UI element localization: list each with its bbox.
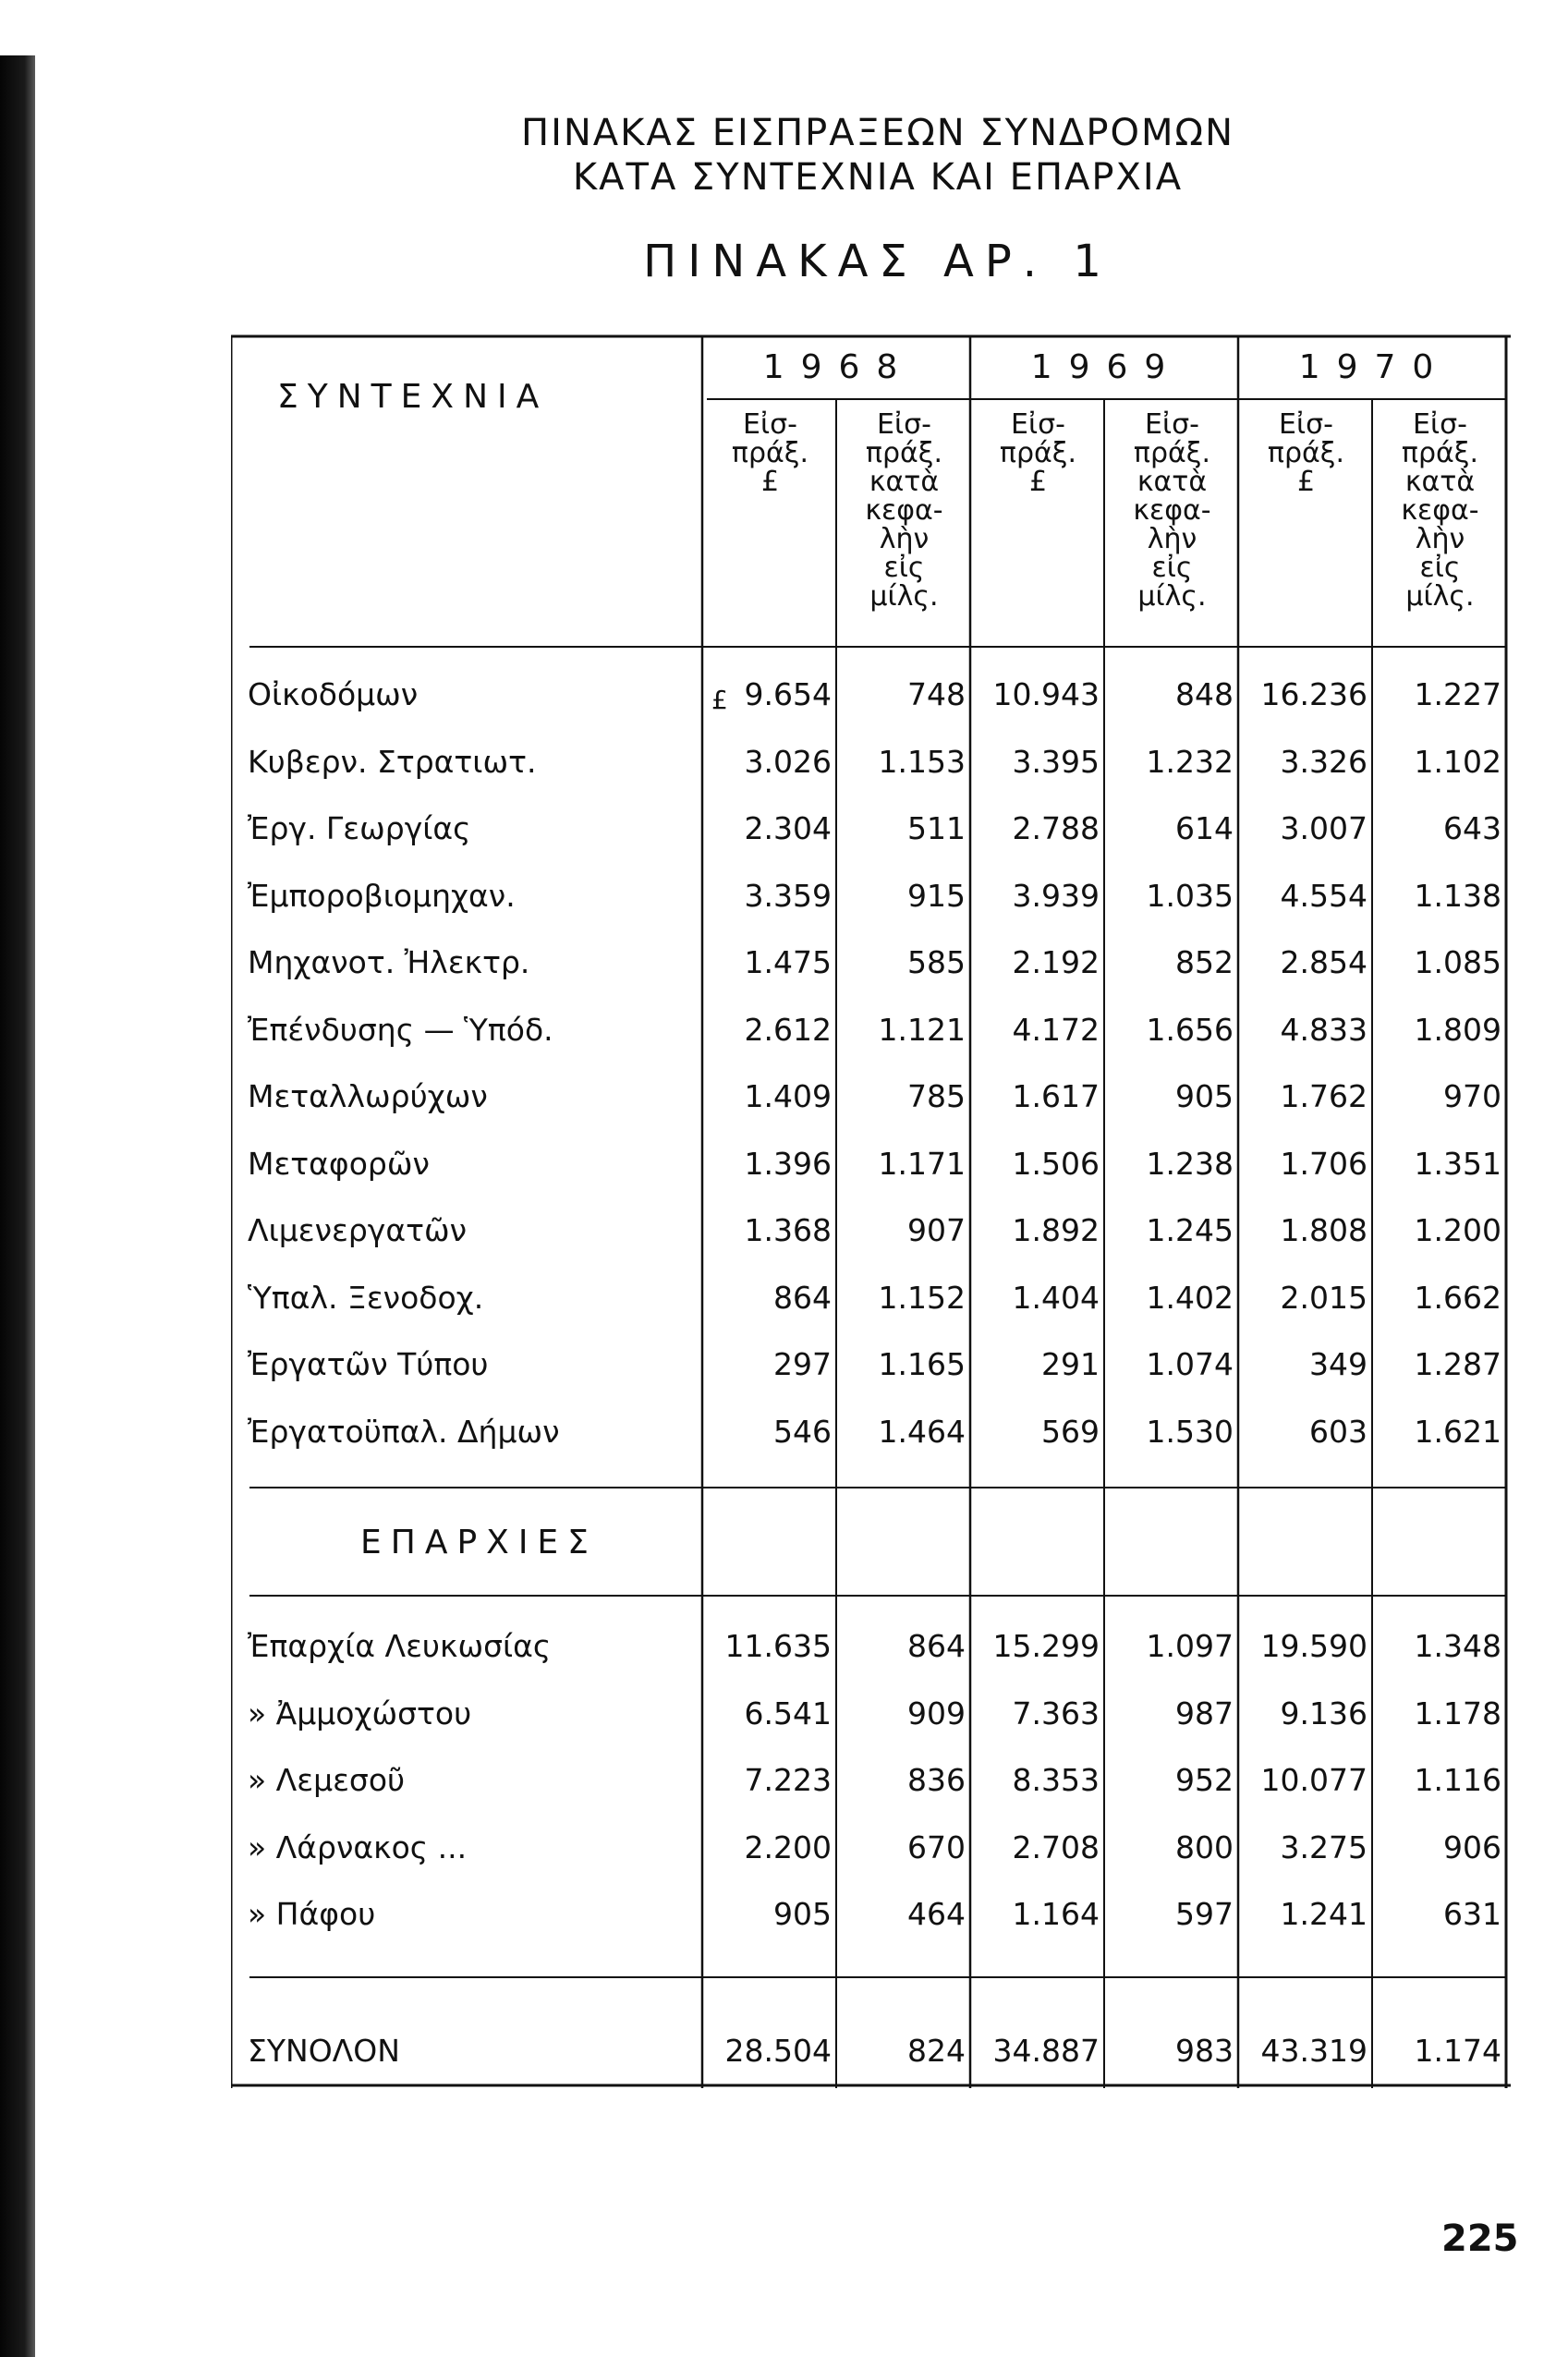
value-cell: 1.152 (878, 1279, 966, 1316)
value-cell: 569 (1041, 1413, 1100, 1450)
value-cell: 3.359 (744, 877, 832, 914)
value-cell: 614 (1175, 810, 1234, 846)
row-label: Λιμενεργατῶν (248, 1212, 468, 1248)
value-cell: 1.200 (1414, 1212, 1501, 1248)
row-label: Ἐργατῶν Τύπου (248, 1346, 489, 1382)
row-label: Κυβερν. Στρατιωτ. (248, 743, 537, 780)
value-cell: 2.708 (1012, 1828, 1100, 1865)
row-label: Μεταλλωρύχων (248, 1078, 488, 1114)
value-cell: 2.788 (1012, 810, 1100, 846)
title-line-2: ΚΑΤΑ ΣΥΝΤΕΧΝΙΑ ΚΑΙ ΕΠΑΡΧΙΑ (572, 156, 1184, 199)
value-cell: 800 (1175, 1828, 1234, 1865)
value-cell: 10.077 (1260, 1762, 1367, 1798)
value-cell: 1.121 (878, 1011, 966, 1048)
value-cell: 1.396 (744, 1145, 832, 1182)
value-cell: 19.590 (1260, 1628, 1367, 1664)
value-cell: 836 (907, 1762, 966, 1798)
value-cell: 2.854 (1280, 944, 1367, 980)
value-cell: 1.506 (1012, 1145, 1100, 1182)
value-cell: 511 (907, 810, 966, 846)
value-cell: 785 (907, 1078, 966, 1114)
value-cell: 1.116 (1414, 1762, 1501, 1798)
value-cell: 907 (907, 1212, 966, 1248)
districts-section-header: ΕΠΑΡΧΙΕΣ (360, 1524, 598, 1561)
value-cell: 7.363 (1012, 1695, 1100, 1731)
value-cell: 909 (907, 1695, 966, 1731)
per-capita-header-1970: Εἰσ- πράξ. κατὰ κεφα- λὴν εἰς μίλς. (1401, 408, 1479, 613)
value-cell: 3.026 (744, 743, 832, 780)
value-cell: 1.085 (1414, 944, 1501, 980)
value-cell: 3.395 (1012, 743, 1100, 780)
year-1969: 1969 (1030, 348, 1183, 386)
value-cell: 1.138 (1414, 877, 1501, 914)
value-cell: 1.238 (1146, 1145, 1234, 1182)
value-cell: 603 (1309, 1413, 1367, 1450)
value-cell: 3.939 (1012, 877, 1100, 914)
value-cell: 1.351 (1414, 1145, 1501, 1182)
value-cell: 546 (773, 1413, 832, 1450)
value-cell: 1.035 (1146, 877, 1234, 914)
value-cell: 1.227 (1414, 676, 1501, 712)
value-cell: 864 (907, 1628, 966, 1664)
row-label: Μεταφορῶν (248, 1145, 430, 1182)
value-cell: 1.808 (1280, 1212, 1367, 1248)
document-title (351, 111, 1404, 200)
value-cell: 864 (773, 1279, 832, 1316)
row-label: Μηχανοτ. Ἠλεκτρ. (248, 944, 530, 980)
value-cell: 597 (1175, 1896, 1234, 1932)
value-cell: 987 (1175, 1695, 1234, 1731)
value-cell: 1.464 (878, 1413, 966, 1450)
per-capita-header-1968: Εἰσ- πράξ. κατὰ κεφα- λὴν εἰς μίλς. (865, 408, 943, 613)
value-cell: 631 (1443, 1896, 1501, 1932)
value-cell: 1.621 (1414, 1413, 1501, 1450)
value-cell: 3.326 (1280, 743, 1367, 780)
receipts-header-1969: Εἰσ- πράξ. £ (999, 408, 1077, 498)
value-cell: 297 (773, 1346, 832, 1382)
value-cell: 1.656 (1146, 1011, 1234, 1048)
value-cell: 1.404 (1012, 1279, 1100, 1316)
value-cell: 1.097 (1146, 1628, 1234, 1664)
value-cell: 1.171 (878, 1145, 966, 1182)
year-1970: 1970 (1298, 348, 1451, 386)
row-label: Οἰκοδόμων (248, 676, 419, 712)
value-cell: 905 (1175, 1078, 1234, 1114)
value-cell: 1.153 (878, 743, 966, 780)
per-capita-header-1969: Εἰσ- πράξ. κατὰ κεφα- λὴν εἰς μίλς. (1133, 408, 1211, 613)
value-cell: 643 (1443, 810, 1501, 846)
row-label: Ἐπένδυσης — Ὑπόδ. (248, 1011, 553, 1048)
value-cell: 1.241 (1280, 1896, 1367, 1932)
value-cell: 4.172 (1012, 1011, 1100, 1048)
value-cell: 983 (1175, 2033, 1234, 2069)
value-cell: 906 (1443, 1828, 1501, 1865)
row-label: Ἐπαρχία Λευκωσίας (248, 1628, 552, 1664)
page-number: 225 (1441, 2217, 1519, 2260)
value-cell: 11.635 (724, 1628, 832, 1664)
scanned-page-spine-shadow (0, 55, 35, 2357)
value-cell: 1.348 (1414, 1628, 1501, 1664)
value-cell: 9.654 (744, 676, 832, 712)
value-cell: 1.074 (1146, 1346, 1234, 1382)
value-cell: 7.223 (744, 1762, 832, 1798)
value-cell: 16.236 (1260, 676, 1367, 712)
value-cell: 28.504 (724, 2033, 832, 2069)
value-cell: 1.174 (1414, 2033, 1501, 2069)
value-cell: 43.319 (1260, 2033, 1367, 2069)
value-cell: 3.275 (1280, 1828, 1367, 1865)
receipts-header-1970: Εἰσ- πράξ. £ (1267, 408, 1345, 498)
value-cell: 1.164 (1012, 1896, 1100, 1932)
value-cell: 1.617 (1012, 1078, 1100, 1114)
value-cell: 1.402 (1146, 1279, 1234, 1316)
value-cell: 1.662 (1414, 1279, 1501, 1316)
value-cell: 1.530 (1146, 1413, 1234, 1450)
value-cell: 9.136 (1280, 1695, 1367, 1731)
value-cell: 1.762 (1280, 1078, 1367, 1114)
value-cell: 8.353 (1012, 1762, 1100, 1798)
value-cell: 1.245 (1146, 1212, 1234, 1248)
row-label: » Ἀμμοχώστου (248, 1695, 472, 1731)
value-cell: 1.178 (1414, 1695, 1501, 1731)
year-1968: 1968 (762, 348, 915, 386)
value-cell: 1.287 (1414, 1346, 1501, 1382)
value-cell: 34.887 (992, 2033, 1100, 2069)
row-label: » Λεμεσοῦ (248, 1762, 406, 1798)
subscriptions-table (231, 334, 1511, 2088)
row-label: » Λάρνακος ... (248, 1828, 468, 1865)
value-cell: 1.475 (744, 944, 832, 980)
value-cell: 2.304 (744, 810, 832, 846)
value-cell: 952 (1175, 1762, 1234, 1798)
value-cell: 748 (907, 676, 966, 712)
value-cell: 3.007 (1280, 810, 1367, 846)
row-label: Ἐργ. Γεωργίας (248, 810, 471, 846)
value-cell: 1.102 (1414, 743, 1501, 780)
value-cell: 2.015 (1280, 1279, 1367, 1316)
value-cell: 585 (907, 944, 966, 980)
value-cell: 1.368 (744, 1212, 832, 1248)
value-cell: 15.299 (992, 1628, 1100, 1664)
value-cell: 852 (1175, 944, 1234, 980)
value-cell: 915 (907, 877, 966, 914)
value-cell: 1.706 (1280, 1145, 1367, 1182)
value-cell: 1.409 (744, 1078, 832, 1114)
value-cell: 1.809 (1414, 1011, 1501, 1048)
union-column-header: ΣΥΝΤΕΧΝΙΑ (277, 378, 549, 416)
value-cell: 905 (773, 1896, 832, 1932)
value-cell: 291 (1041, 1346, 1100, 1382)
value-cell: 970 (1443, 1078, 1501, 1114)
receipts-header-1968: Εἰσ- πράξ. £ (731, 408, 809, 498)
value-cell: 10.943 (992, 676, 1100, 712)
value-cell: 2.192 (1012, 944, 1100, 980)
row-label: ΣΥΝΟΛΟΝ (248, 2033, 400, 2069)
value-cell: 824 (907, 2033, 966, 2069)
value-cell: 2.200 (744, 1828, 832, 1865)
value-cell: 848 (1175, 676, 1234, 712)
table-number: ΠΙΝΑΚΑΣ ΑΡ. 1 (643, 236, 1112, 287)
value-cell: 2.612 (744, 1011, 832, 1048)
value-cell: 4.833 (1280, 1011, 1367, 1048)
value-cell: 1.232 (1146, 743, 1234, 780)
pound-marker: £ (711, 685, 728, 715)
value-cell: 464 (907, 1896, 966, 1932)
row-label: Ἐργατοϋπαλ. Δήμων (248, 1413, 560, 1450)
value-cell: 1.892 (1012, 1212, 1100, 1248)
row-label: Ἐμποροβιομηχαν. (248, 877, 516, 914)
row-label: Ὑπαλ. Ξενοδοχ. (248, 1279, 484, 1316)
value-cell: 6.541 (744, 1695, 832, 1731)
value-cell: 670 (907, 1828, 966, 1865)
value-cell: 349 (1309, 1346, 1367, 1382)
value-cell: 4.554 (1280, 877, 1367, 914)
value-cell: 1.165 (878, 1346, 966, 1382)
row-label: » Πάφου (248, 1896, 376, 1932)
title-line-1: ΠΙΝΑΚΑΣ ΕΙΣΠΡΑΞΕΩΝ ΣΥΝΔΡΟΜΩΝ (521, 112, 1234, 154)
